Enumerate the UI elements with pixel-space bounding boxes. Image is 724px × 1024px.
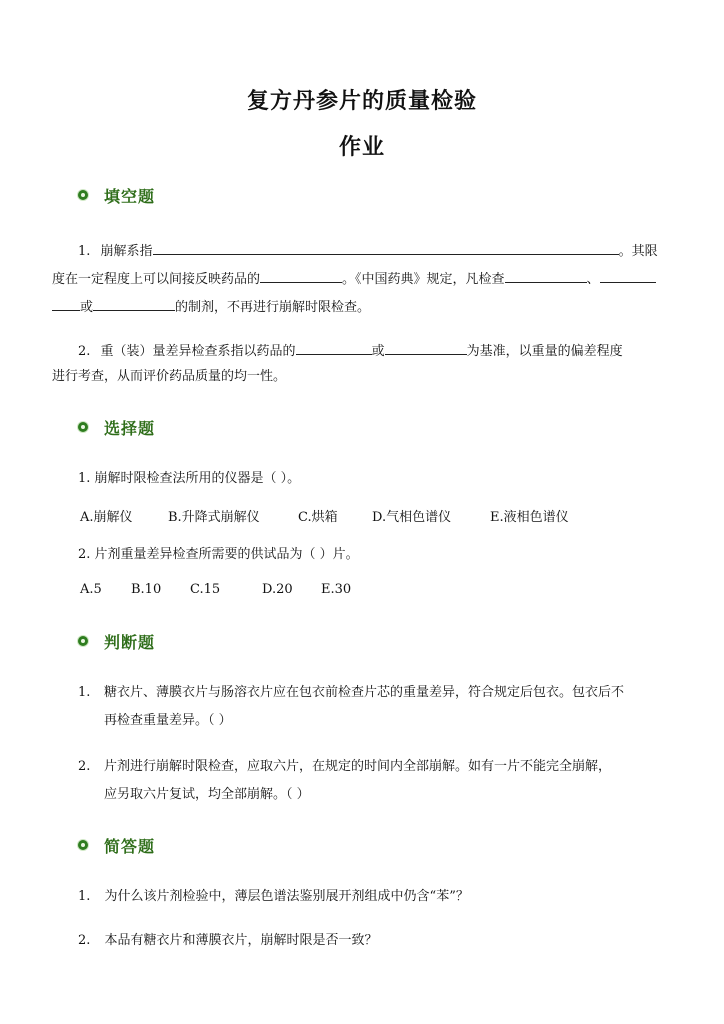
section-label: 简答题 <box>104 836 156 856</box>
bullet-icon <box>78 190 88 200</box>
short-q1 <box>78 888 469 906</box>
question-text: 重（装）量差异检查系指以药品的 <box>100 344 296 359</box>
choice-q1-option-b[interactable]: B.升降式崩解仪 <box>168 510 260 525</box>
choice-q2-option-b[interactable]: B.10 <box>131 582 162 597</box>
fill-q2-line2 <box>52 368 286 386</box>
section-choice <box>78 416 155 438</box>
question-text: 进行考查，从而评价药品质量的均一性。 <box>52 369 287 384</box>
fill-q1-line1 <box>78 240 658 261</box>
section-fill-in <box>78 184 155 206</box>
fill-q1-line3 <box>52 296 370 317</box>
answer-blank[interactable] <box>260 268 342 283</box>
bullet-icon <box>78 840 88 850</box>
answer-blank[interactable] <box>52 296 80 311</box>
choice-q1-text: 1. 崩解时限检查法所用的仪器是（ ）。 <box>78 471 301 486</box>
bullet-icon <box>78 422 88 432</box>
choice-q2-option-e[interactable]: E.30 <box>321 582 352 597</box>
question-number: 1. <box>78 889 91 904</box>
question-text: 为基准，以重量的偏差程度 <box>466 344 623 359</box>
choice-q2-option-c[interactable]: C.15 <box>190 582 221 597</box>
answer-blank[interactable] <box>600 268 656 283</box>
choice-q1-option-e[interactable]: E.液相色谱仪 <box>490 510 569 525</box>
question-number: 2. <box>78 344 91 359</box>
answer-blank[interactable] <box>296 340 372 355</box>
question-number: 1. <box>78 685 91 700</box>
question-text: 片剂进行崩解时限检查，应取六片，在规定的时间内全部崩解。如有一片不能完全崩解， <box>104 759 612 774</box>
question-text: 的制剂，不再进行崩解时限检查。 <box>175 300 371 315</box>
answer-blank[interactable] <box>153 240 619 255</box>
fill-q1-line2 <box>52 268 656 289</box>
question-text: 或 <box>80 300 94 315</box>
choice-q2-option-d[interactable]: D.20 <box>262 582 293 597</box>
question-number: 1. <box>78 244 91 259</box>
question-text: 。其限 <box>618 244 658 259</box>
question-number: 2. <box>78 933 91 948</box>
question-text: 、 <box>586 272 600 287</box>
question-text: 。《中国药典》规定，凡检查 <box>342 272 505 287</box>
judge-q1-line2: 再检查重量差异。（ ） <box>104 713 232 728</box>
fill-q2-line1 <box>78 340 623 361</box>
choice-q1-option-a[interactable]: A.崩解仪 <box>80 510 133 525</box>
judge-q2-line2: 应另取六片复试，均全部崩解。（ ） <box>104 787 310 802</box>
choice-q2-text: 2. 片剂重量差异检查所需要的供试品为（ ）片。 <box>78 547 359 562</box>
section-label: 选择题 <box>104 418 156 438</box>
question-text: 为什么该片剂检验中，薄层色谱法鉴别展开剂组成中仍含“苯”？ <box>104 889 469 904</box>
choice-q1-option-c[interactable]: C.烘箱 <box>298 510 338 525</box>
bullet-icon <box>78 636 88 646</box>
question-text: 或 <box>371 344 385 359</box>
question-text: 度在一定程度上可以间接反映药品的 <box>52 272 261 287</box>
question-text: 崩解系指 <box>100 244 153 259</box>
judge-q2-line1 <box>78 758 612 776</box>
question-number: 2. <box>78 759 91 774</box>
section-judge <box>78 630 155 652</box>
choice-q2-option-a[interactable]: A.5 <box>80 582 102 597</box>
section-short-answer <box>78 834 155 856</box>
question-text: 本品有糖衣片和薄膜衣片，崩解时限是否一致？ <box>104 933 378 948</box>
short-q2 <box>78 932 378 950</box>
choice-q1-option-d[interactable]: D.气相色谱仪 <box>372 510 452 525</box>
answer-blank[interactable] <box>505 268 587 283</box>
judge-q1-line1 <box>78 684 625 702</box>
answer-blank[interactable] <box>93 296 175 311</box>
document-title: 复方丹参片的质量检验 <box>246 89 477 114</box>
question-text: 糖衣片、薄膜衣片与肠溶衣片应在包衣前检查片芯的重量差异，符合规定后包衣。包衣后不 <box>104 685 625 700</box>
section-label: 判断题 <box>104 632 156 652</box>
answer-blank[interactable] <box>385 340 467 355</box>
document-subtitle: 作业 <box>338 135 385 160</box>
section-label: 填空题 <box>104 186 156 206</box>
